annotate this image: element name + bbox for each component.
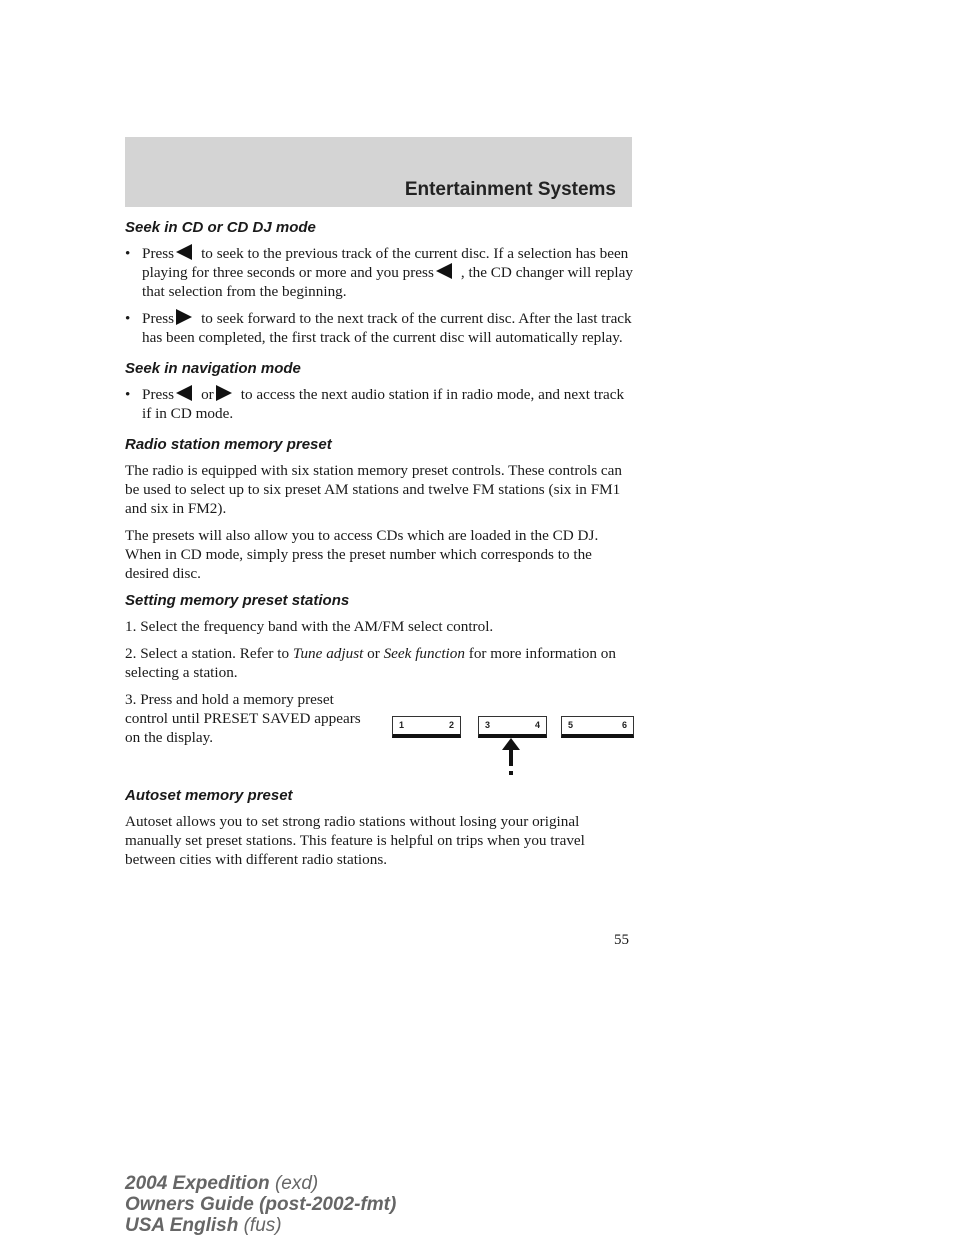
text: to access the next audio station if in radio mode, and next track if in CD mode. (142, 386, 625, 422)
text: for more information on selecting a station. (125, 645, 616, 681)
text: or (367, 645, 380, 662)
bullet-dot: • (125, 245, 131, 262)
step-3: 3. Press and hold a memory preset control until PRESET SAVED appears on the display. (125, 691, 361, 746)
section-title: Entertainment Systems (404, 179, 616, 200)
paragraph: The presets will also allow you to access CDs which are loaded in the CD DJ. When in CD mode, simply press the preset number which corresponds to the desired disc. (125, 527, 599, 582)
footer-model: 2004 Expedition (125, 1173, 270, 1194)
footer-model-code: (exd) (274, 1173, 319, 1194)
text: to seek to the previous track of the current disc. If a selection has been playing for three seconds or more and you press (142, 245, 629, 281)
header-band (125, 137, 632, 207)
heading-autoset: Autoset memory preset (125, 787, 293, 804)
paragraph: Autoset allows you to set strong radio stations without losing your original manually set preset stations. This feature is helpful on trips when you travel between cities with different radio stations. (125, 813, 585, 868)
seek-back-icon (436, 263, 452, 279)
footer-line-2: Owners Guide (post-2002-fmt) (125, 1194, 397, 1215)
heading-seek-cd: Seek in CD or CD DJ mode (125, 219, 316, 236)
seek-forward-icon (176, 309, 192, 325)
arrow-shaft (509, 749, 513, 766)
bullet-seek-nav (125, 385, 635, 423)
text: to seek forward to the next track of the current disc. After the last track has been completed, the first track of the current disc will automatically replay. (142, 310, 632, 346)
preset-button-1-2 (392, 716, 461, 738)
bullet-seek-previous (125, 244, 635, 301)
preset-button-5-6 (561, 716, 634, 738)
page-number: 55 (614, 932, 629, 948)
bullet-dot: • (125, 386, 131, 403)
heading-radio-preset: Radio station memory preset (125, 436, 332, 453)
footer-line-1 (125, 1173, 396, 1194)
text: or (201, 386, 214, 403)
text: Press (142, 386, 175, 403)
step-1: 1. Select the frequency band with the AM/FM select control. (125, 618, 494, 635)
seek-back-icon (176, 385, 192, 401)
reference-tune-adjust: Tune adjust (292, 645, 364, 662)
footer-language: USA English (125, 1215, 239, 1236)
seek-forward-icon (216, 385, 232, 401)
paragraph: The radio is equipped with six station memory preset controls. These controls can be used to select up to six preset AM stations and twelve FM stations (six in FM1 and six in FM2). (125, 462, 622, 517)
preset-label: 5 (568, 720, 574, 730)
preset-label: 3 (485, 720, 491, 730)
text: Press (142, 245, 175, 262)
text: , the CD changer will replay that selection from the beginning. (142, 264, 633, 300)
text: 2. Select a station. Refer to (125, 645, 290, 662)
seek-back-icon (176, 244, 192, 260)
page-content (125, 218, 635, 877)
preset-label: 6 (621, 720, 627, 730)
text: Press (142, 310, 175, 327)
arrow-tail (509, 771, 513, 775)
footer (125, 1173, 396, 1236)
preset-buttons-illustration (392, 716, 634, 778)
bullet-dot: • (125, 310, 131, 327)
footer-line-3 (125, 1215, 396, 1236)
bullet-seek-forward (125, 309, 635, 347)
reference-seek-function: Seek function (383, 645, 465, 662)
preset-label: 2 (448, 720, 454, 730)
heading-setting-preset: Setting memory preset stations (125, 592, 350, 609)
step-2 (125, 644, 635, 682)
preset-label: 4 (534, 720, 540, 730)
preset-label: 1 (399, 720, 405, 730)
heading-seek-nav: Seek in navigation mode (125, 360, 301, 377)
footer-language-code: (fus) (243, 1215, 282, 1236)
preset-button-3-4 (478, 716, 547, 738)
